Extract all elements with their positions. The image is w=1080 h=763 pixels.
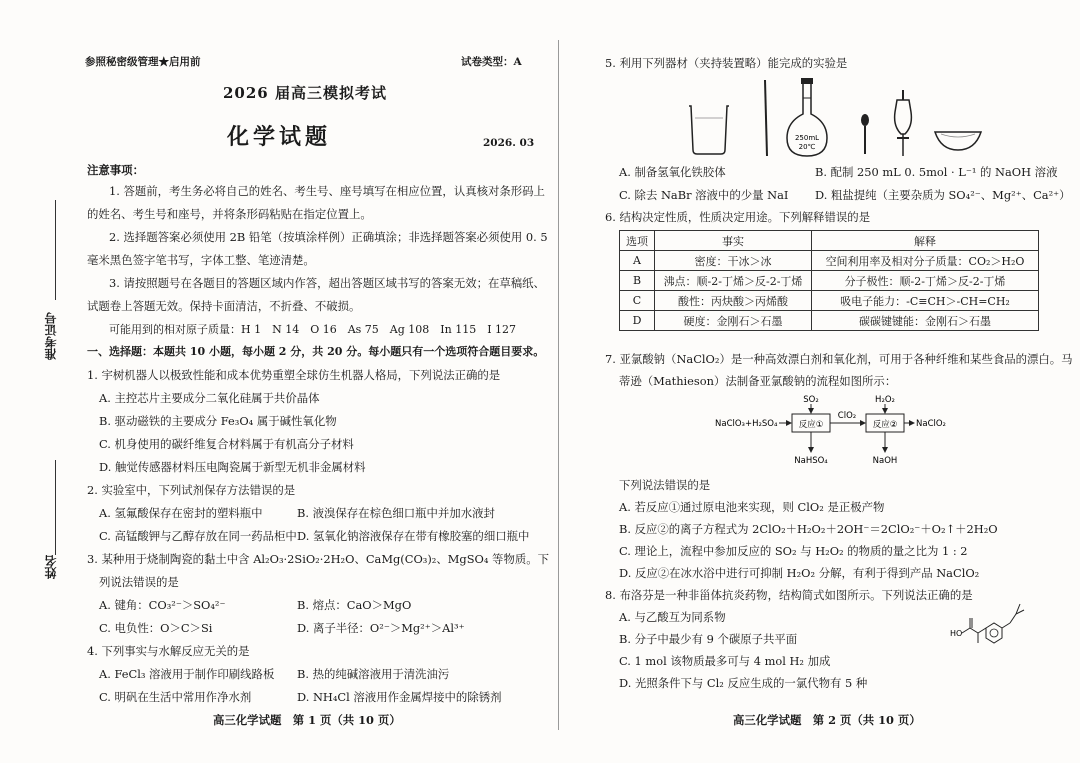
glass-rod-icon (765, 80, 767, 156)
name-label: 姓名 (44, 555, 58, 579)
notes-heading: 注意事项： (87, 163, 144, 177)
q3-option: D. 离子半径：O²⁻＞Mg²⁺＞Al³⁺ (297, 621, 465, 635)
q2-option: D. 氢氧化钠溶液保存在带有橡胶塞的细口瓶中 (297, 529, 530, 543)
note-line: 的姓名、考生号和座号，并将条形码粘贴在指定位置上。 (87, 207, 372, 221)
q8-option: D. 光照条件下与 Cl₂ 反应生成的一氯代物有 5 种 (619, 676, 868, 690)
atomic-masses: 可能用到的相对原子质量：H 1 N 14 O 16 As 75 Ag 108 In 115 I 127 (109, 323, 517, 336)
flow-input: NaClO₃+H₂SO₄ (715, 419, 778, 429)
q1-option: A. 主控芯片主要成分二氧化硅属于共价晶体 (99, 391, 320, 405)
note-line: 3. 请按照题号在各题目的答题区域内作答，超出答题区域书写的答案无效；在草稿纸、 (109, 276, 545, 290)
q5-option: A. 制备氢氧化铁胶体 (619, 165, 726, 179)
q2-option: A. 氢氟酸保存在密封的塑料瓶中 (99, 506, 263, 520)
table-row (620, 251, 1039, 271)
table-header: 解释 (812, 231, 1039, 251)
naoh-label: NaOH (872, 456, 898, 466)
table-row (620, 291, 1039, 311)
q4-option: A. FeCl₃ 溶液用于制作印刷线路板 (99, 667, 275, 681)
table-cell: 密度：干冰＞冰 (655, 251, 812, 271)
q4-option: B. 热的纯碱溶液用于清洗油污 (297, 667, 450, 681)
column-divider (558, 40, 559, 730)
table-cell: 沸点：顺-2-丁烯＞反-2-丁烯 (655, 271, 812, 291)
q5-option: C. 除去 NaBr 溶液中的少量 NaI (619, 188, 789, 202)
q1-option: B. 驱动磁铁的主要成分 Fe₃O₄ 属于碱性氧化物 (99, 414, 337, 428)
q4-stem: 4. 下列事实与水解反应无关的是 (87, 644, 250, 658)
q1-stem: 1. 宇树机器人以极致性能和成本优势重塑全球仿生机器人格局，下列说法正确的是 (87, 368, 501, 382)
table-cell: 吸电子能力：-C≡CH＞-CH=CH₂ (812, 291, 1039, 311)
flask-temp-label: 20℃ (798, 143, 816, 151)
q7-option: C. 理论上，流程中参加反应的 SO₂ 与 H₂O₂ 的物质的量之比为 1 : 2 (619, 544, 968, 558)
q7-option: A. 若反应①通过原电池来实现，则 ClO₂ 是正极产物 (619, 500, 885, 514)
exam-number-label: 准考证号 (44, 312, 58, 360)
h2o2-label: H₂O₂ (875, 395, 895, 405)
so2-label: SO₂ (803, 395, 819, 405)
evaporating-dish-icon (935, 132, 981, 150)
q1-option: D. 触觉传感器材料压电陶瓷属于新型无机非金属材料 (99, 460, 366, 474)
q3-option: C. 电负性：O＞C＞Si (99, 621, 213, 635)
q2-option: B. 液溴保存在棕色细口瓶中并加水液封 (297, 506, 495, 520)
table-cell: A (620, 251, 655, 271)
q3-option: B. 熔点：CaO＞MgO (297, 598, 412, 612)
table-cell: 碳碳键键能：金刚石＞石墨 (812, 311, 1039, 331)
note-line: 2. 选择题答案必须使用 2B 铅笔（按填涂样例）正确填涂；非选择题答案必须使用 0. 5 (109, 230, 548, 244)
flow-output: NaClO₂ (916, 419, 946, 429)
page-2-footer: 高三化学试题 第 2 页（共 10 页） (733, 713, 921, 727)
q2-stem: 2. 实验室中，下列试剂保存方法错误的是 (87, 483, 296, 497)
q7-stem-cont: 蒂逊（Mathieson）法制备亚氯酸钠的流程如图所示： (619, 374, 897, 388)
confidentiality-label: 参照秘密级管理★启用前 (85, 56, 201, 68)
name-line (55, 460, 56, 555)
q8-stem: 8. 布洛芬是一种非甾体抗炎药物，结构简式如图所示。下列说法正确的是 (605, 588, 973, 602)
exam-number-line (55, 200, 56, 300)
q7-flow-diagram (715, 394, 965, 470)
q4-option: D. NH₄Cl 溶液用作金属焊接中的除锈剂 (297, 690, 502, 704)
table-header: 事实 (655, 231, 812, 251)
q7-option: B. 反应②的离子方程式为 2ClO₂＋H₂O₂＋2OH⁻＝2ClO₂⁻＋O₂↑＋2H₂O (619, 522, 998, 536)
separatory-funnel-icon (895, 90, 912, 156)
reaction-2-label: 反应② (872, 420, 898, 430)
table-cell: D (620, 311, 655, 331)
beaker-icon (689, 106, 729, 154)
structure-ho-label: HO (950, 629, 963, 638)
binding-sidebar (0, 0, 70, 763)
table-cell: C (620, 291, 655, 311)
lab-apparatus (675, 76, 985, 160)
note-line: 1. 答题前，考生务必将自己的姓名、考生号、座号填写在相应位置，认真核对条形码上 (109, 184, 545, 198)
note-line: 试题卷上答题无效。保持卡面清洁，不折叠、不破损。 (87, 299, 361, 313)
q7-question: 下列说法错误的是 (619, 478, 711, 492)
q7-stem: 7. 亚氯酸钠（NaClO₂）是一种高效漂白剂和氧化剂，可用于各种纤维和某些食品的漂白。马 (605, 352, 1073, 366)
note-line: 毫米黑色签字笔书写，字体工整、笔迹清楚。 (87, 253, 315, 267)
table-cell: 硬度：金刚石＞石墨 (655, 311, 812, 331)
reaction-1-label: 反应① (798, 420, 824, 430)
q8-option: A. 与乙酸互为同系物 (619, 610, 726, 624)
q1-option: C. 机身使用的碳纤维复合材料属于有机高分子材料 (99, 437, 354, 451)
subject-title: 化学试题 (227, 124, 332, 150)
ibuprofen-structure (950, 600, 1050, 650)
q6-stem: 6. 结构决定性质，性质决定用途。下列解释错误的是 (605, 210, 871, 224)
table-header: 选项 (620, 231, 655, 251)
exam-date: 2026. 03 (483, 137, 535, 149)
clo2-label: ClO₂ (837, 411, 857, 421)
q7-option: D. 反应②在冰水浴中进行可抑制 H₂O₂ 分解，有利于得到产品 NaClO₂ (619, 566, 980, 580)
paper-type: 试卷类型：A (461, 56, 522, 68)
table-row (620, 271, 1039, 291)
q8-option: C. 1 mol 该物质最多可与 4 mol H₂ 加成 (619, 654, 831, 668)
dropper-icon (861, 114, 869, 154)
table-row (620, 311, 1039, 331)
nahso4-label: NaHSO₄ (794, 456, 828, 466)
q6-table (619, 230, 1039, 331)
table-cell: B (620, 271, 655, 291)
q5-option: D. 粗盐提纯（主要杂质为 SO₄²⁻、Mg²⁺、Ca²⁺） (815, 188, 1071, 202)
q5-option: B. 配制 250 mL 0. 5mol · L⁻¹ 的 NaOH 溶液 (815, 165, 1058, 179)
q4-option: C. 明矾在生活中常用作净水剂 (99, 690, 252, 704)
q5-stem: 5. 利用下列器材（夹持装置略）能完成的实验是 (605, 56, 848, 70)
q3-stem: 3. 某种用于烧制陶瓷的黏土中含 Al₂O₃·2SiO₂·2H₂O、CaMg(CO₃)₂、MgSO₄ 等物质。下 (87, 552, 550, 566)
page-1 (85, 0, 550, 763)
table-cell: 酸性：丙炔酸＞丙烯酸 (655, 291, 812, 311)
page-1-footer: 高三化学试题 第 1 页（共 10 页） (213, 713, 401, 727)
table-cell: 分子极性：顺-2-丁烯＞反-2-丁烯 (812, 271, 1039, 291)
exam-title: 2026 届高三模拟考试 (223, 84, 387, 102)
q2-option: C. 高锰酸钾与乙醇存放在同一药品柜中 (99, 529, 297, 543)
q3-stem-cont: 列说法错误的是 (99, 575, 179, 589)
table-cell: 空间利用率及相对分子质量：CO₂＞H₂O (812, 251, 1039, 271)
table-header-row (620, 231, 1039, 251)
section-heading: 一、选择题：本题共 10 小题，每小题 2 分，共 20 分。每小题只有一个选项符合题目要求。 (87, 345, 545, 358)
flask-volume-label: 250mL (794, 134, 820, 142)
page-2 (605, 0, 1073, 763)
q3-option: A. 键角：CO₃²⁻＞SO₄²⁻ (99, 598, 226, 612)
q8-option: B. 分子中最少有 9 个碳原子共平面 (619, 632, 798, 646)
